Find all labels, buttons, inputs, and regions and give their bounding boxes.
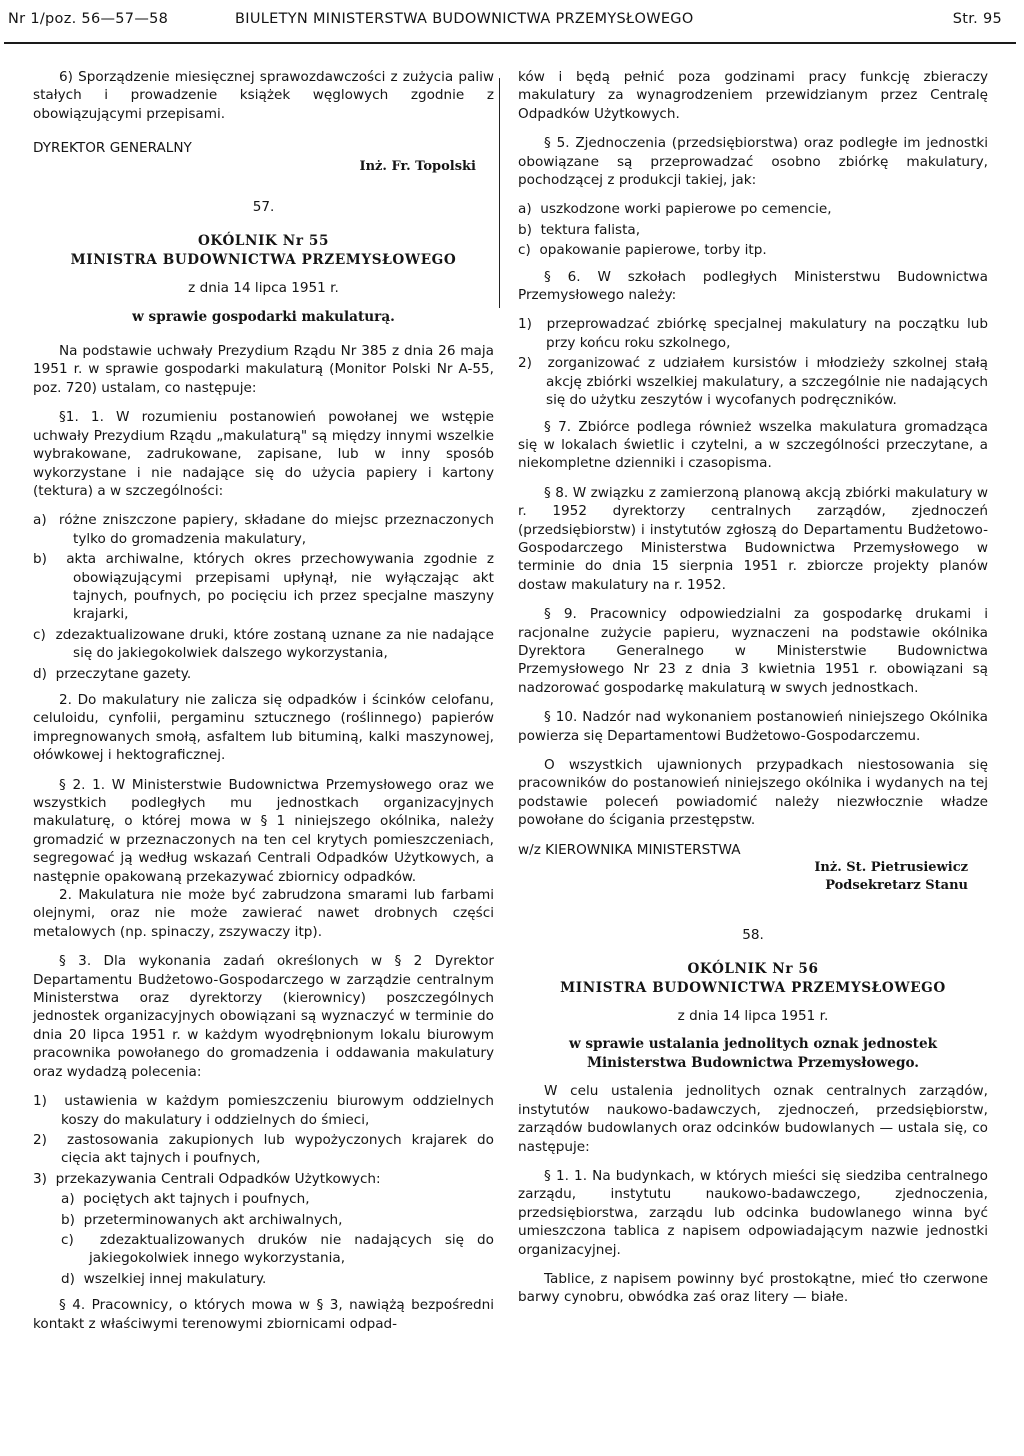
signer-role: Podsekretarz Stanu [825,878,968,894]
list-item: a) uszkodzone worki papierowe po cemencie, [518,201,832,218]
column-divider [499,78,500,308]
list-section-5 [518,200,988,259]
signer-name: Inż. Fr. Topolski [359,158,476,174]
section-6: § 6. W szkołach podległych Ministerstwu Budownictwa Przemysłowego należy: [518,268,988,304]
list-item: c) opakowanie papierowe, torby itp. [518,242,767,259]
section-2-point-1: § 2. 1. W Ministerstwie Budownictwa Przemysłowego oraz we wszystkich podległych mu jednostkach organizacyjnych makulaturę, o której mowa w § 1 niniejszego okólnika, należy gromadzić w przeznaczonych na ten cel krytych pomieszczeniach, segregować ją według wskazań Centrali Odpadków Użytkowych, a następnie opakowaną przekazywać zbiornicy odpadków. [33,776,494,885]
list-item: 1) ustawienia w każdym pomieszczeniu biurowym oddzielnych koszy do makulatury i oddzielnych do śmieci, [33,1093,494,1128]
list-item: 2) zastosowania zakupionych lub wypożyczonych krajarek do cięcia akt tajnych i poufnych, [33,1131,494,1167]
section-10: § 10. Nadzór nad wykonaniem postanowień niniejszego Okólnika powierza się Departamentowi Budżetowo-Gospodarczemu. [518,709,988,744]
circular-subject: w sprawie ustalania jednolitych oznak jednostek Ministerstwa Budownictwa Przemysłowego. [568,1036,938,1071]
list-item: b) tektura falista, [518,221,641,238]
section-3: § 3. Dla wykonania zadań określonych w § 2 Dyrektor Departamentu Budżetowo-Gospodarczego w zarządzie centralnym Ministerstwa oraz dyrektorzy (kierownicy) poszczególnych jednostek organizacyjnych obowiązani są wyznaczyć w terminie do dnia 20 lipca 1951 r. w każdym wyodrębnionym lokalu biurowym pracownika powołanego do gromadzenia i oddawania makulatury oraz wydadzą polecenia: [33,953,494,1080]
page-number: Str. 95 [952,11,1002,27]
page-header [8,6,1008,32]
list-item: a) pociętych akt tajnych i poufnych, [61,1191,310,1208]
circular-subject: w sprawie gospodarki makulaturą. [132,308,395,325]
list-item: c) zdezaktualizowanych druków nie nadających się do jakiegokolwiek innego wykorzystania, [61,1231,494,1267]
list-item: d) wszelkiej innej makulatury. [61,1270,267,1287]
circular-date: z dnia 14 lipca 1951 r. [677,1008,829,1025]
bulletin-title: BIULETYN MINISTERSTWA BUDOWNICTWA PRZEMYSŁOWEGO [235,11,694,27]
section-5: § 5. Zjednoczenia (przedsiębiorstwa) oraz podległe im jednostki obowiązane są przeprowadzać osobno zbiórkę makulatury, pochodzącej z produkcji takiej, jak: [518,135,988,189]
last-paragraph: Tablice, z napisem powinny być prostokątne, mieć tło czerwone barwy cynobru, obwódka zaś oraz litery — białe. [518,1270,988,1306]
continued-paragraph: ków i będą pełnić poza godzinami pracy funkcję zbieraczy makulatury za wynagrodzeniem przewidzianym przez Centralę Odpadków Użytkowych. [518,69,988,122]
section-4: § 4. Pracownicy, o których mowa w § 3, nawiążą bezpośredni kontakt z właściwymi terenowymi zbiornicami odpad- [33,1297,494,1332]
item-number: 58. [742,926,764,943]
list-section-1 [33,511,494,683]
list-item: b) akta archiwalne, których okres przechowywania zgodnie z obowiązującymi przepisami upłynął, nie wyłączając akt tajnych, poufnych, po pocięciu ich przez specjalne maszyny krajarki, [33,551,494,623]
ministry-heading: MINISTRA BUDOWNICTWA PRZEMYSŁOWEGO [560,979,946,996]
section-7: § 7. Zbiórce podlega również wszelka makulatura gromadząca się w lokalach świetlic i czytelni, a w szczególności przeczytane, a niekompletne dzienniki i czasopisma. [518,418,988,472]
list-item: 1) przeprowadzać zbiórkę specjalnej makulatury na początku lub przy końcu roku szkolnego, [518,316,988,351]
issue-number: Nr 1/poz. 56—57—58 [8,11,169,27]
section-1: § 1. 1. Na budynkach, w których mieści się siedziba centralnego zarządu, instytutu naukowo-badawczego, zjednoczenia, przedsiębiorstwa, zarządu lub odcinka budowlanego winna być umieszczona tablica z napisem odpowiadającym nazwie jednostki organizacyjnej. [518,1167,988,1258]
list-item: a) różne zniszczone papiery, składane do miejsc przeznaczonych tylko do gromadzenia makulatury, [33,512,494,547]
circular-heading: OKÓLNIK Nr 55 [197,233,330,250]
section-8: § 8. W związku z zamierzoną planową akcją zbiórki makulatury w r. 1952 dyrektorzy centralnych zarządów, zjednoczeń (przedsiębiorstw) i instytutów zgłoszą do Departamentu Budżetowo-Gospodarczego Ministerstwa Budownictwa Przemysłowego w terminie do dnia 15 sierpnia 1951 r. zbiorcze projekty planów dostaw makulatury na r. 1952. [518,484,988,593]
circular-heading: OKÓLNIK Nr 56 [687,961,819,978]
paragraph-item-6: 6) Sporządzenie miesięcznej sprawozdawczości z zużycia paliw stałych i prowadzenie książek węglowych zgodnie z obowiązującymi przepisami. [33,69,494,122]
signer-title: DYREKTOR GENERALNY [33,140,192,157]
signer-title: w/z KIEROWNIKA MINISTERSTWA [518,841,741,858]
list-item: c) zdezaktualizowane druki, które zostaną uznane za nie nadające się do jakiegokolwiek dalszego wykorzystania, [33,626,494,662]
intro-paragraph: Na podstawie uchwały Prezydium Rządu Nr 385 z dnia 26 maja 1951 r. w sprawie gospodarki makulaturą (Monitor Polski Nr A-55, poz. 720) ustalam, co następuje: [33,343,494,396]
item-number: 57. [252,199,275,216]
sub-list [33,1190,494,1288]
section-2-point-2: 2. Makulatura nie może być zabrudzona smarami lub farbami olejnymi, oraz nie może zawierać nawet drobnych części metalowych (np. spinaczy, zszywaczy itp). [33,887,494,940]
circular-date: z dnia 14 lipca 1951 r. [188,280,339,297]
section-1: §1. 1. W rozumieniu postanowień powołanej we wstępie uchwały Prezydium Rządu „makulaturą" są między innymi wszelkie wybrakowane, zadrukowane, zapisane, lub w inny sposób wykorzystane i nie nadające się do użycia papiery i kartony (tektura) a w szczególności: [33,409,494,499]
list-item: d) przeczytane gazety. [33,665,192,682]
signer-name: Inż. St. Pietrusiewicz [814,860,968,876]
ministry-heading: MINISTRA BUDOWNICTWA PRZEMYSŁOWEGO [70,251,457,268]
section-1-point-2: 2. Do makulatury nie zalicza się odpadków i ścinków celofanu, celuloidu, cynfolii, pergaminu sztucznego (roślinnego) papierów impregnowanych smołą, asfaltem lub bituminą, kalki maszynowej, ołówkowej i hektograficznej. [33,691,494,764]
closing-paragraph: O wszystkich ujawnionych przypadkach niestosowania się pracowników do postanowień niniejszego okólnika i wydanych na tej podstawie poleceń powiadomić należy niezwłocznie władze powołane do ścigania przestępstw. [518,757,988,829]
left-column [33,68,494,1333]
list-item: 3) przekazywania Centrali Odpadków Użytkowych: [33,1170,381,1187]
intro-paragraph: W celu ustalenia jednolitych oznak centralnych zarządów, instytutów naukowo-badawczych, zjednoczeń, przedsiębiorstw, zarządów budowlanych oraz odcinków budowlanych — ustala się, co następuje: [518,1083,988,1155]
list-section-3 [33,1092,494,1288]
list-item: 2) zorganizować z udziałem kursistów i młodzieży szkolnej stałą akcję zbiórki wszelkiej makulatury, a szczególnie nie nadających się do użytku zeszytów i wycofanych podręczników. [518,355,988,409]
right-column [518,68,988,1307]
list-section-6 [518,315,988,409]
list-item: b) przeterminowanych akt archiwalnych, [61,1211,343,1228]
header-rule [4,42,1016,44]
section-9: § 9. Pracownicy odpowiedzialni za gospodarkę drukami i racjonalne zużycie papieru, wyznaczeni na podstawie okólnika Dyrektora Generalnego w Ministerstwie Budownictwa Przemysłowego Nr 23 z dnia 3 kwietnia 1951 r. obowiązani są nadzorować gospodarkę makulaturą w swych jednostkach. [518,606,988,696]
